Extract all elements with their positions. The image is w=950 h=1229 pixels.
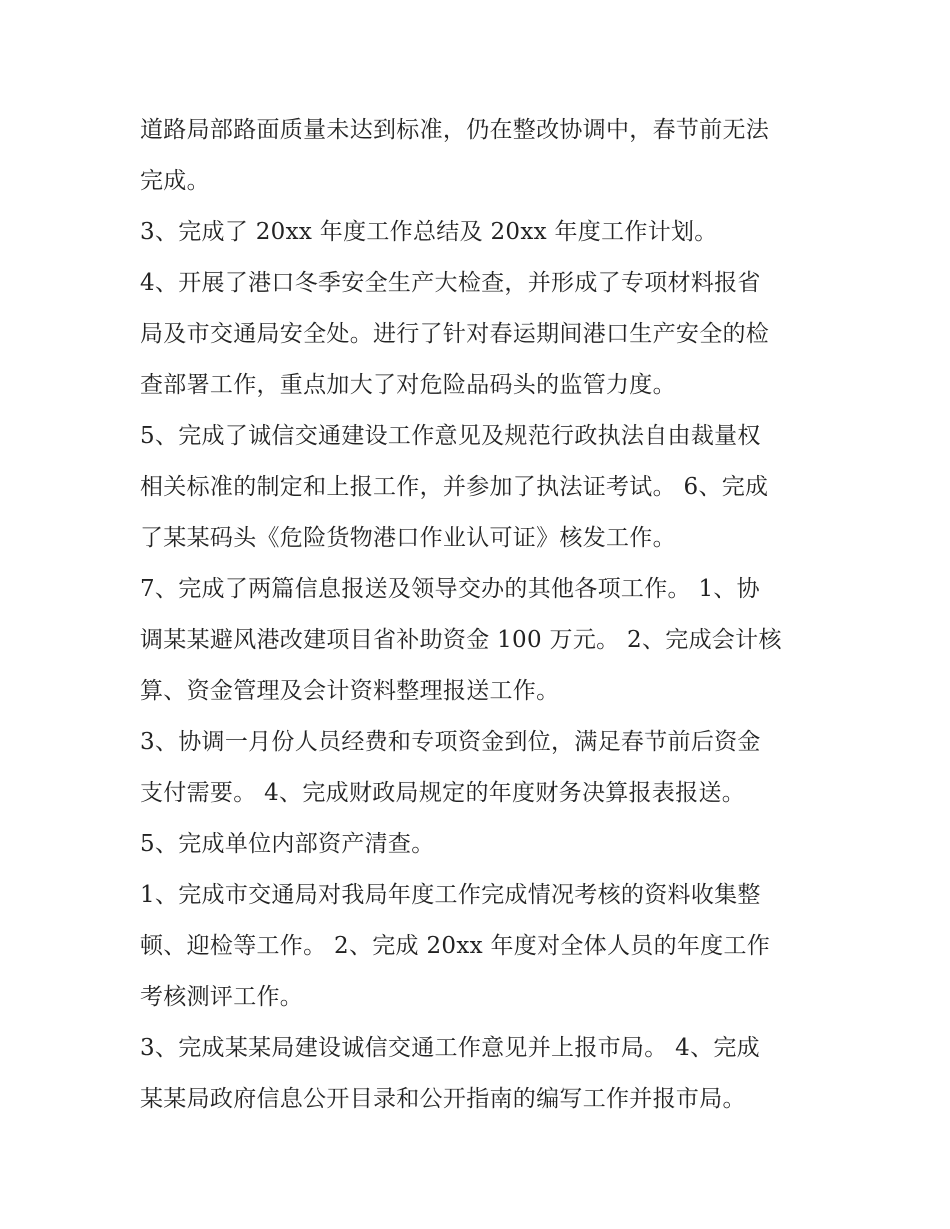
text-line: 考核测评工作。 bbox=[140, 984, 304, 1010]
text-line: 7、完成了两篇信息报送及领导交办的其他各项工作。 1、协 bbox=[140, 576, 760, 602]
text-line: 4、开展了港口冬季安全生产大检查，并形成了专项材料报省 bbox=[140, 270, 761, 296]
text-line: 1、完成市交通局对我局年度工作完成情况考核的资料收集整 bbox=[140, 882, 761, 908]
text-line: 3、完成了 20xx 年度工作总结及 20xx 年度工作计划。 bbox=[140, 219, 718, 245]
text-line: 算、资金管理及会计资料整理报送工作。 bbox=[140, 678, 560, 704]
text-line: 支付需要。 4、完成财政局规定的年度财务决算报表报送。 bbox=[140, 780, 746, 806]
text-line: 调某某避风港改建项目省补助资金 100 万元。 2、完成会计核 bbox=[140, 627, 782, 653]
text-line: 相关标准的制定和上报工作，并参加了执法证考试。 6、完成 bbox=[140, 474, 769, 500]
text-line: 完成。 bbox=[140, 168, 210, 194]
document-body bbox=[140, 105, 820, 1125]
text-line: 查部署工作，重点加大了对危险品码头的监管力度。 bbox=[140, 372, 676, 398]
text-line: 顿、迎检等工作。 2、完成 20xx 年度对全体人员的年度工作 bbox=[140, 933, 771, 959]
text-line: 某某局政府信息公开目录和公开指南的编写工作并报市局。 bbox=[140, 1086, 746, 1112]
text-line: 5、完成了诚信交通建设工作意见及规范行政执法自由裁量权 bbox=[140, 423, 761, 449]
text-line: 局及市交通局安全处。进行了针对春运期间港口生产安全的检 bbox=[140, 321, 770, 347]
text-line: 3、完成某某局建设诚信交通工作意见并上报市局。 4、完成 bbox=[140, 1035, 760, 1061]
text-line: 3、协调一月份人员经费和专项资金到位，满足春节前后资金 bbox=[140, 729, 761, 755]
text-line: 道路局部路面质量未达到标准，仍在整改协调中，春节前无法 bbox=[140, 117, 770, 143]
text-line: 5、完成单位内部资产清查。 bbox=[140, 831, 435, 857]
text-line: 了某某码头《危险货物港口作业认可证》核发工作。 bbox=[140, 525, 676, 551]
